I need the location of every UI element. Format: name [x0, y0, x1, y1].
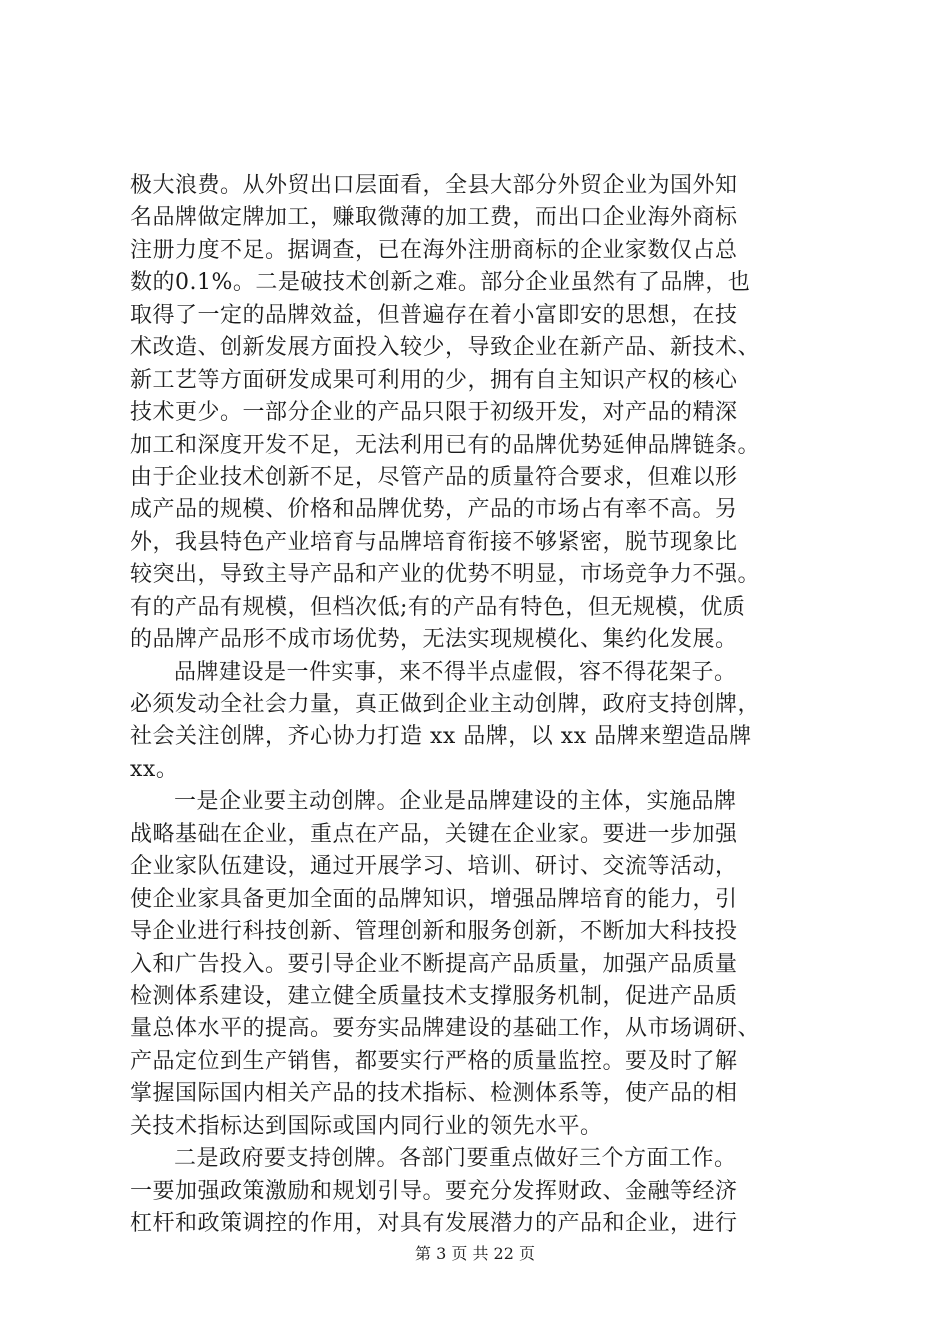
paragraph-start-line: 品牌建设是一件实事，来不得半点虚假，容不得花架子。	[174, 659, 737, 685]
body-line: 较突出，导致主导产品和产业的优势不明显，市场竞争力不强。	[130, 562, 761, 588]
body-line: 关技术指标达到国际或国内同行业的领先水平。	[130, 1113, 603, 1139]
body-line: 成产品的规模、价格和品牌优势，产品的市场占有率不高。另	[130, 497, 738, 523]
body-line: 检测体系建设，建立健全质量技术支撑服务机制，促进产品质	[130, 983, 738, 1009]
paragraph-start-line: 一是企业要主动创牌。企业是品牌建设的主体，实施品牌	[174, 789, 737, 815]
body-line: xx。	[130, 756, 179, 782]
body-line: 有的产品有规模，但档次低;有的产品有特色，但无规模，优质	[130, 594, 746, 620]
body-line: 社会关注创牌，齐心协力打造 xx 品牌，以 xx 品牌来塑造品牌	[130, 724, 752, 750]
body-line: 导企业进行科技创新、管理创新和服务创新，不断加大科技投	[130, 919, 738, 945]
body-line: 取得了一定的品牌效益，但普遍存在着小富即安的思想，在技	[130, 302, 738, 328]
body-line: 外，我县特色产业培育与品牌培育衔接不够紧密，脱节现象比	[130, 529, 738, 555]
body-line: 必须发动全社会力量，真正做到企业主动创牌，政府支持创牌，	[130, 692, 761, 717]
body-line: 加工和深度开发不足，无法利用已有的品牌优势延伸品牌链条。	[130, 432, 761, 458]
body-line: 产品定位到生产销售，都要实行严格的质量监控。要及时了解	[130, 1048, 738, 1074]
body-line: 杠杆和政策调控的作用，对具有发展潜力的产品和企业，进行	[130, 1211, 738, 1236]
body-line: 入和广告投入。要引导企业不断提高产品质量，加强产品质量	[130, 951, 738, 977]
body-line: 量总体水平的提高。要夯实品牌建设的基础工作，从市场调研、	[130, 1016, 761, 1042]
page-number-footer: 第 3 页 共 22 页	[415, 1244, 535, 1263]
body-line: 极大浪费。从外贸出口层面看，全县大部分外贸企业为国外知	[130, 173, 738, 198]
body-line: 一要加强政策激励和规划引导。要充分发挥财政、金融等经济	[130, 1178, 738, 1204]
body-line: 新工艺等方面研发成果可利用的少，拥有自主知识产权的核心	[130, 367, 738, 393]
body-line: 数的0.1%。二是破技术创新之难。部分企业虽然有了品牌，也	[130, 270, 751, 296]
body-line: 由于企业技术创新不足，尽管产品的质量符合要求，但难以形	[130, 464, 738, 490]
body-line: 使企业家具备更加全面的品牌知识，增强品牌培育的能力，引	[130, 886, 738, 912]
body-line: 注册力度不足。据调查，已在海外注册商标的企业家数仅占总	[130, 237, 738, 263]
body-line: 名品牌做定牌加工，赚取微薄的加工费，而出口企业海外商标	[130, 205, 738, 231]
body-line: 技术更少。一部分企业的产品只限于初级开发，对产品的精深	[130, 400, 738, 426]
body-line: 的品牌产品形不成市场优势，无法实现规模化、集约化发展。	[130, 627, 738, 653]
body-line: 战略基础在企业，重点在产品，关键在企业家。要进一步加强	[130, 821, 738, 847]
body-line: 术改造、创新发展方面投入较少，导致企业在新产品、新技术、	[130, 335, 761, 361]
paragraph-start-line: 二是政府要支持创牌。各部门要重点做好三个方面工作。	[174, 1146, 737, 1172]
body-line: 企业家队伍建设，通过开展学习、培训、研讨、交流等活动，	[130, 854, 738, 880]
body-line: 掌握国际国内相关产品的技术指标、检测体系等，使产品的相	[130, 1081, 738, 1107]
document-body	[130, 170, 830, 1240]
